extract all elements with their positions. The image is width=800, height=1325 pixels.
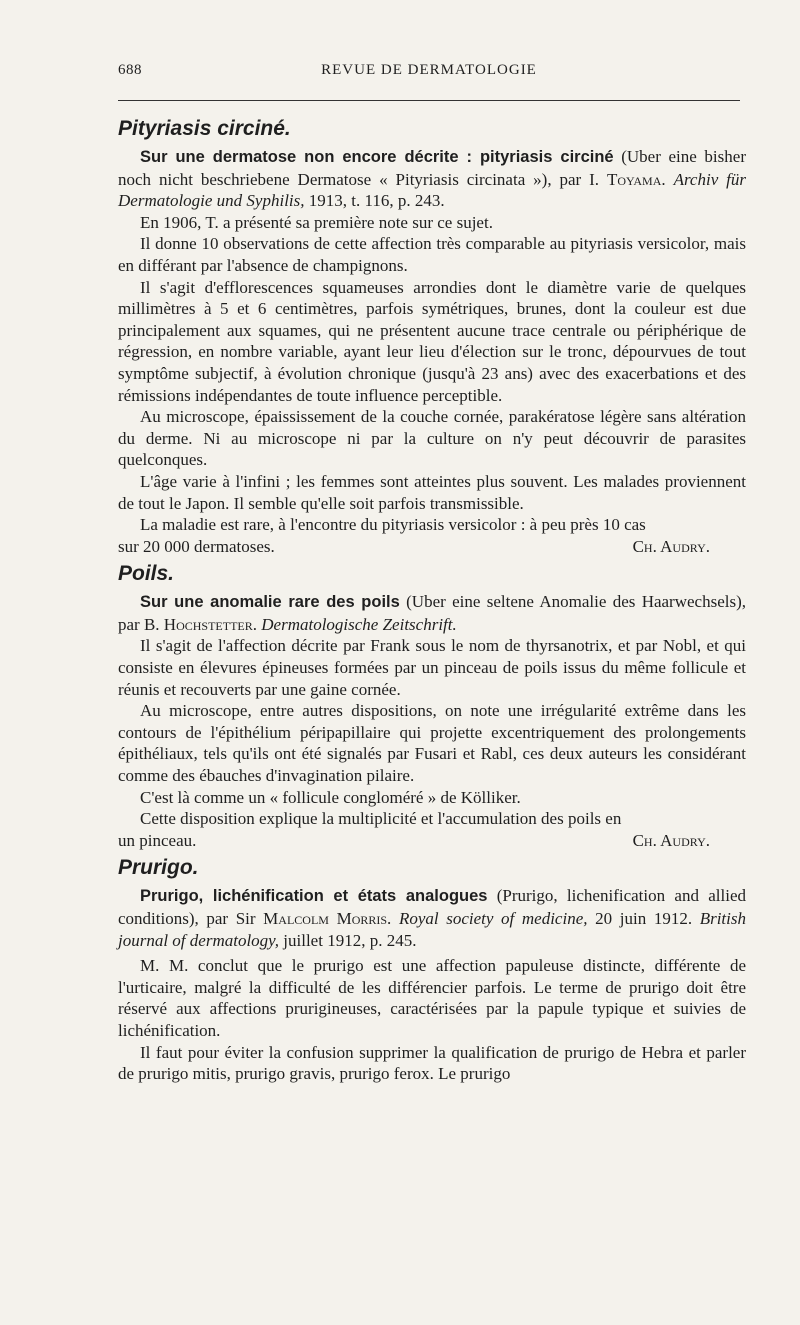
section-title-prurigo: Prurigo.	[118, 856, 199, 880]
paragraph: Il faut pour éviter la confusion supprimer la qualification de prurigo de Hebra et parler de prurigo mitis, prurigo gravis, prurigo ferox. Le prurigo	[118, 1042, 746, 1084]
article-title-pityriasis: Sur une dermatose non encore décrite : pityriasis circiné	[140, 148, 614, 166]
paragraph: M. M. conclut que le prurigo est une affection papuleuse distincte, différente de l'urticaire, malgré la difficulté de les différencier parfois. Le terme de prurigo doit être réservé aux affections prurigineuses, caractérisées par la papule typique et suivies de lichénification.	[118, 956, 746, 1040]
signature: Ch. Audry.	[632, 830, 710, 850]
journal-name: British journal of dermatology,	[118, 909, 746, 950]
citation-prurigo	[118, 885, 746, 951]
author-name: Hochstetter.	[163, 614, 257, 634]
paragraph: Il s'agit de l'affection décrite par Frank sous le nom de thyrsanotrix, et par Nobl, et qui consiste en élevures épineuses formées par un pinceau de poils issus du même follicule et réunis et recouverts par une gaine cornée.	[118, 636, 746, 699]
paragraph: Au microscope, épaississement de la couche cornée, parakératose légère sans altération du derme. Ni au microscope ni par la culture on n'y peut découvrir de parasites quelconques.	[118, 407, 746, 470]
page-number: 688	[118, 62, 142, 78]
paragraph: En 1906, T. a présenté sa première note sur ce sujet.	[140, 212, 493, 232]
paragraph-end: sur 20 000 dermatoses.	[118, 536, 275, 556]
article-title-prurigo: Prurigo, lichénification et états analogues	[140, 887, 488, 906]
page-body	[118, 112, 746, 1085]
citation-text: 20 juin 1912.	[587, 909, 700, 928]
paragraph: Au microscope, entre autres dispositions, on note une irrégularité extrême dans les contours de l'épithélium péripapillaire qui projette excentriquement des prolongements épithéliaux, tels qu'ils ont été signalés par Fusari et Rabl, ces deux auteurs les considérant comme des ébauches d'invagination pilaire.	[118, 701, 746, 786]
article-title-poils: Sur une anomalie rare des poils	[140, 593, 400, 612]
paragraph: L'âge varie à l'infini ; les femmes sont atteintes plus souvent. Les malades proviennent de tout le Japon. Il semble qu'elle soit parfois transmissible.	[118, 471, 746, 513]
citation-poils	[118, 591, 746, 635]
paragraph: C'est là comme un « follicule congloméré » de Kölliker.	[140, 787, 521, 807]
author-name: Malcolm Morris.	[263, 909, 392, 928]
section-title-poils: Poils.	[118, 562, 175, 586]
paragraph: Il s'agit d'efflorescences squameuses arrondies dont le diamètre varie de quelques millimètres à 5 et 6 centimètres, parfois symétriques, brunes, dont la couleur est due principalement aux squames, qui ne présentent aucune trace centrale ou périphérique de régression, en nombre variable, ayant leur lieu d'élection sur le tronc, dépourvues de tout symptôme subjectif, à évolution chronique (jusqu'à 23 ans) avec des exacerbations et des rémissions indépendantes de toute influence perceptible.	[118, 277, 746, 405]
citation-text	[391, 909, 399, 928]
signature-line	[118, 830, 746, 852]
header-rule	[118, 100, 740, 101]
citation-text: (Uber eine bisher noch nicht beschriebene Dermatose « Pityriasis circinata »), par I.	[118, 147, 746, 189]
running-title: REVUE DE DERMATOLOGIE	[321, 62, 537, 78]
page-header	[118, 62, 740, 90]
paragraph: Cette disposition explique la multiplicité et l'accumulation des poils en	[140, 809, 622, 829]
citation-text	[666, 170, 674, 189]
signature: Ch. Audry.	[632, 536, 710, 556]
citation-text: (Prurigo, lichenification and allied conditions), par Sir	[118, 886, 746, 928]
journal-name: Royal society of medicine,	[398, 909, 588, 928]
citation-text: 1913, t. 116, p. 243.	[304, 191, 445, 211]
paragraph-end: un pinceau.	[118, 830, 197, 850]
citation-pityriasis	[118, 146, 746, 212]
citation-text: juillet 1912, p. 245.	[279, 930, 417, 950]
paragraph: Il donne 10 observations de cette affection très comparable au pityriasis versicolor, mais en différant par l'absence de champignons.	[118, 234, 746, 275]
citation-text: (Uber eine seltene Anomalie des Haarwechsels), par B.	[118, 592, 746, 634]
paragraph: La maladie est rare, à l'encontre du pityriasis versicolor : à peu près 10 cas	[140, 515, 646, 535]
author-name: Toyama.	[606, 169, 666, 189]
signature-line	[118, 536, 746, 558]
section-title-pityriasis: Pityriasis circiné.	[118, 117, 291, 140]
journal-name: Archiv für Dermatologie und Syphilis,	[118, 169, 747, 211]
journal-name: Dermatologische Zeitschrift.	[261, 614, 457, 634]
